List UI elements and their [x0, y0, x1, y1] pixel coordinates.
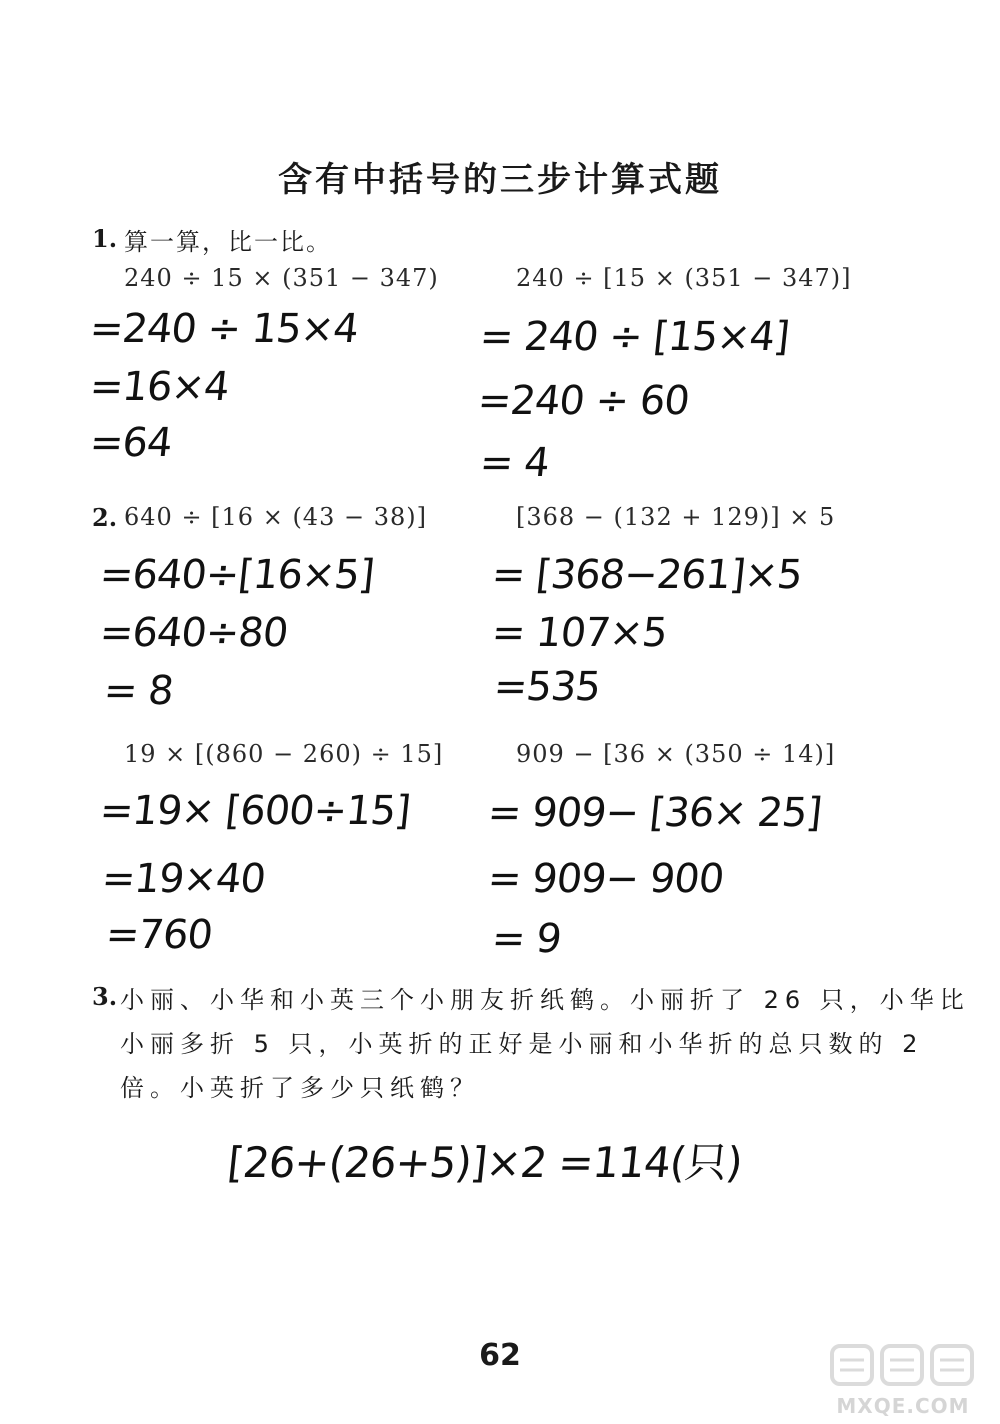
q1-right-step-2: =240 ÷ 60 [475, 378, 692, 424]
q1-right-step-1: = 240 ÷ [15×4] [477, 314, 792, 360]
q2a-step-3: = 8 [101, 668, 176, 714]
watermark-text: MXQE.COM [836, 1394, 970, 1418]
q2b-step-3: =535 [491, 664, 603, 710]
q2a-step-2: =640÷80 [97, 610, 290, 656]
q2c-step-3: =760 [103, 912, 215, 958]
q1-left-expression: 240 ÷ 15 × (351 − 347) [124, 264, 439, 292]
q2c-expression: 19 × [(860 − 260) ÷ 15] [124, 740, 444, 768]
q1-left-step-1: =240 ÷ 15×4 [87, 306, 361, 352]
q2b-step-2: = 107×5 [489, 610, 669, 656]
question-1-number: 1. [92, 224, 118, 253]
watermark [818, 1338, 988, 1418]
q3-answer: [26+(26+5)]×2 =114(只) [225, 1138, 745, 1187]
q2d-expression: 909 − [36 × (350 ÷ 14)] [516, 740, 836, 768]
q2c-step-2: =19×40 [99, 856, 268, 902]
question-3-number: 3. [92, 982, 118, 1011]
q3-text-line-3: 倍。小英折了多少只纸鹤？ [120, 1074, 480, 1102]
q2d-step-3: = 9 [489, 916, 564, 962]
q2d-step-2: = 909− 900 [485, 856, 726, 902]
q2b-expression: [368 − (132 + 129)] × 5 [516, 503, 836, 531]
q1-left-step-2: =16×4 [87, 364, 231, 410]
q1-right-expression: 240 ÷ [15 × (351 − 347)] [516, 264, 852, 292]
q3-text-line-2: 小丽多折 5 只，小英折的正好是小丽和小华折的总只数的 2 [120, 1030, 924, 1058]
watermark-logo-icon [828, 1340, 978, 1390]
question-1-prompt: 算一算，比一比。 [124, 228, 332, 256]
page-title: 含有中括号的三步计算式题 [278, 160, 722, 200]
q3-text-line-1: 小丽、小华和小英三个小朋友折纸鹤。小丽折了 26 只，小华比 [120, 986, 970, 1014]
page-number: 62 [479, 1338, 521, 1373]
q2b-step-1: = [368−261]×5 [489, 552, 805, 598]
q2c-step-1: =19× [600÷15] [97, 788, 413, 834]
q1-right-step-3: = 4 [477, 440, 552, 486]
q2a-expression: 640 ÷ [16 × (43 − 38)] [124, 503, 427, 531]
q1-left-step-3: =64 [87, 420, 174, 466]
question-2-number: 2. [92, 503, 118, 532]
q2a-step-1: =640÷[16×5] [97, 552, 376, 598]
q2d-step-1: = 909− [36× 25] [485, 790, 824, 836]
